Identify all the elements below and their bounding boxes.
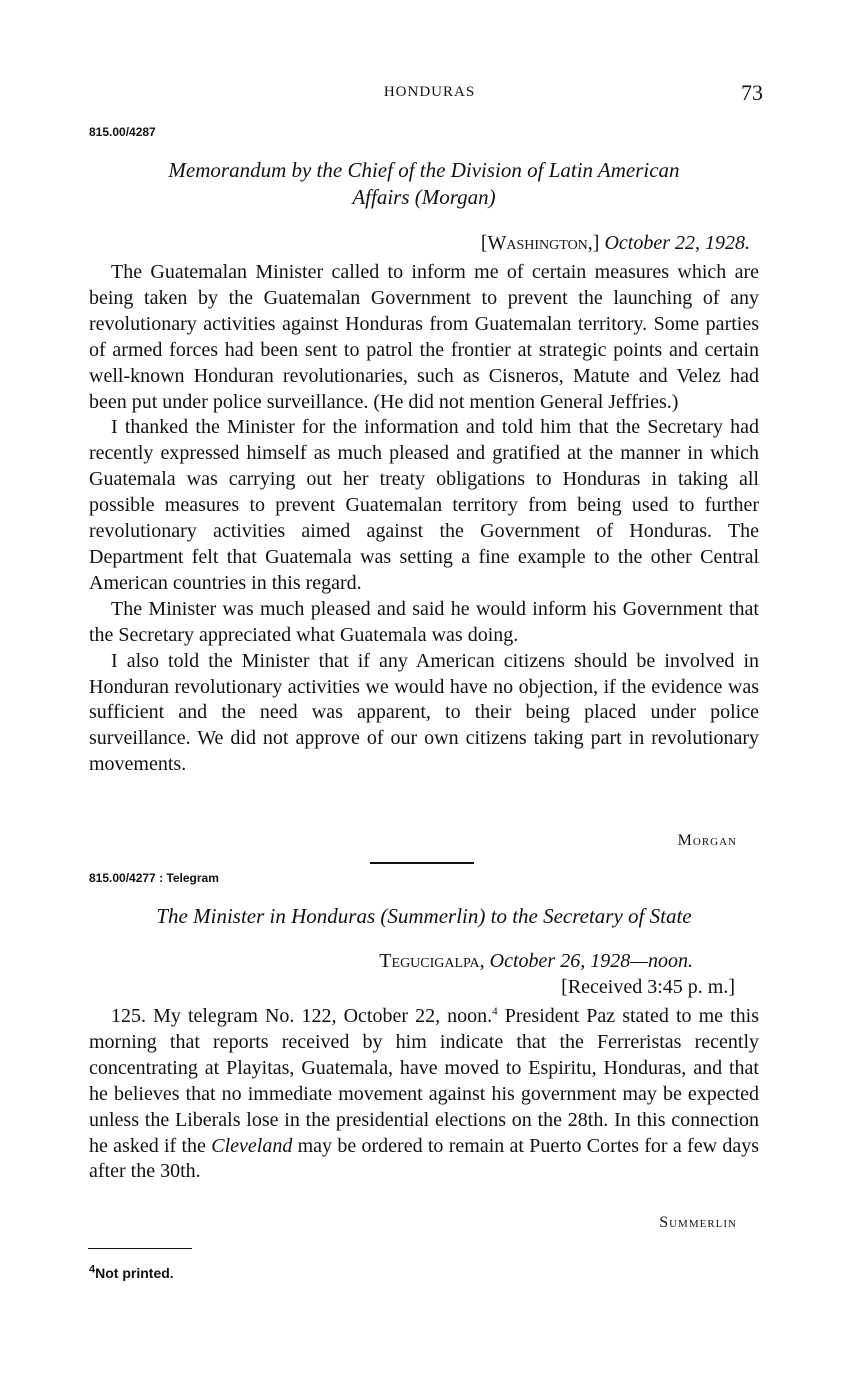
- doc2-para-mid: President Paz stated to me this morning that reports received by him indicate that the Ferreristas recently concentrating at Playitas, Guatemala, have moved to Espiritu, Honduras, and that he believes that no immediate movement against his government may be expected unless the Liberals lose in the presidential elections on the 28th. In this connection he asked if the: [89, 1005, 759, 1157]
- doc2-place: Tegucigalpa,: [379, 950, 485, 972]
- footnote-text: Not printed.: [95, 1265, 174, 1281]
- doc1-paragraph-3: The Minister was much pleased and said he would inform his Government that the Secretary appreciated what Guatemala was doing.: [89, 597, 759, 646]
- file-number-1: 815.00/4287: [89, 125, 156, 139]
- ship-name: Cleveland: [211, 1134, 293, 1157]
- running-title: HONDURAS: [383, 84, 476, 100]
- running-head: [0, 80, 859, 108]
- doc1-heading: [89, 157, 759, 211]
- doc2-para-start: 125. My telegram No. 122, October 22, noon.: [111, 1005, 493, 1027]
- doc2-date: October 26, 1928—noon.: [489, 950, 693, 972]
- footnote-reference[interactable]: 4: [492, 1005, 498, 1018]
- footnote-rule: [88, 1248, 192, 1249]
- doc1-date: October 22, 1928.: [604, 232, 750, 254]
- doc2-dateline: [379, 950, 693, 973]
- doc1-paragraph-1: The Guatemalan Minister called to inform me of certain measures which are being taken by the Guatemalan Government to prevent the launching of any revolutionary activities against Honduras from Guatemalan territory. Some parties of armed forces had been sent to patrol the frontier at strategic points and certain well-known Honduran revolutionaries, such as Cisneros, Matute and Velez had been put under police surveillance. (He did not mention General Jeffries.): [89, 261, 759, 413]
- footnote: [89, 1265, 174, 1281]
- doc1-heading-line2: Affairs (Morgan): [352, 185, 496, 209]
- doc1-body: [89, 260, 759, 778]
- doc1-place: [Washington,]: [480, 232, 600, 254]
- doc1-dateline: [481, 232, 750, 255]
- doc2-para-end: may be ordered to remain at Puerto Cortes for a few days after the 30th.: [89, 1134, 759, 1183]
- doc2-heading: The Minister in Honduras (Summerlin) to the Secretary of State: [156, 904, 692, 928]
- doc1-heading-line1: Memorandum by the Chief of the Division of Latin American: [168, 158, 680, 182]
- doc1-paragraph-4: I also told the Minister that if any American citizens should be involved in Honduran revolutionary activities we would have no objection, if the evidence was sufficient and the need was apparent, to their being placed under police surveillance. We did not approve of our own citizens taking part in revolutionary movements.: [89, 649, 759, 776]
- footnote-marker: 4: [89, 1263, 96, 1276]
- doc2-paragraph: [89, 1004, 759, 1185]
- doc1-paragraph-2: I thanked the Minister for the information and told him that the Secretary had recently expressed himself as much pleased and gratified at the manner in which Guatemala was carrying out her treaty obligations to Honduras in taking all possible measures to prevent Guatemalan territory from being used to further revolutionary activities aimed against the Government of Honduras. The Department felt that Guatemala was setting a fine example to the other Central American countries in this regard.: [89, 416, 759, 594]
- doc2-body: [89, 1004, 759, 1185]
- page-number: 73: [741, 80, 763, 105]
- doc2-received: [Received 3:45 p. m.]: [561, 976, 735, 998]
- file-number-2: 815.00/4277 : Telegram: [89, 871, 219, 885]
- section-divider: [370, 862, 474, 864]
- doc1-signature: Morgan: [677, 832, 737, 849]
- doc2-signature: Summerlin: [659, 1214, 737, 1231]
